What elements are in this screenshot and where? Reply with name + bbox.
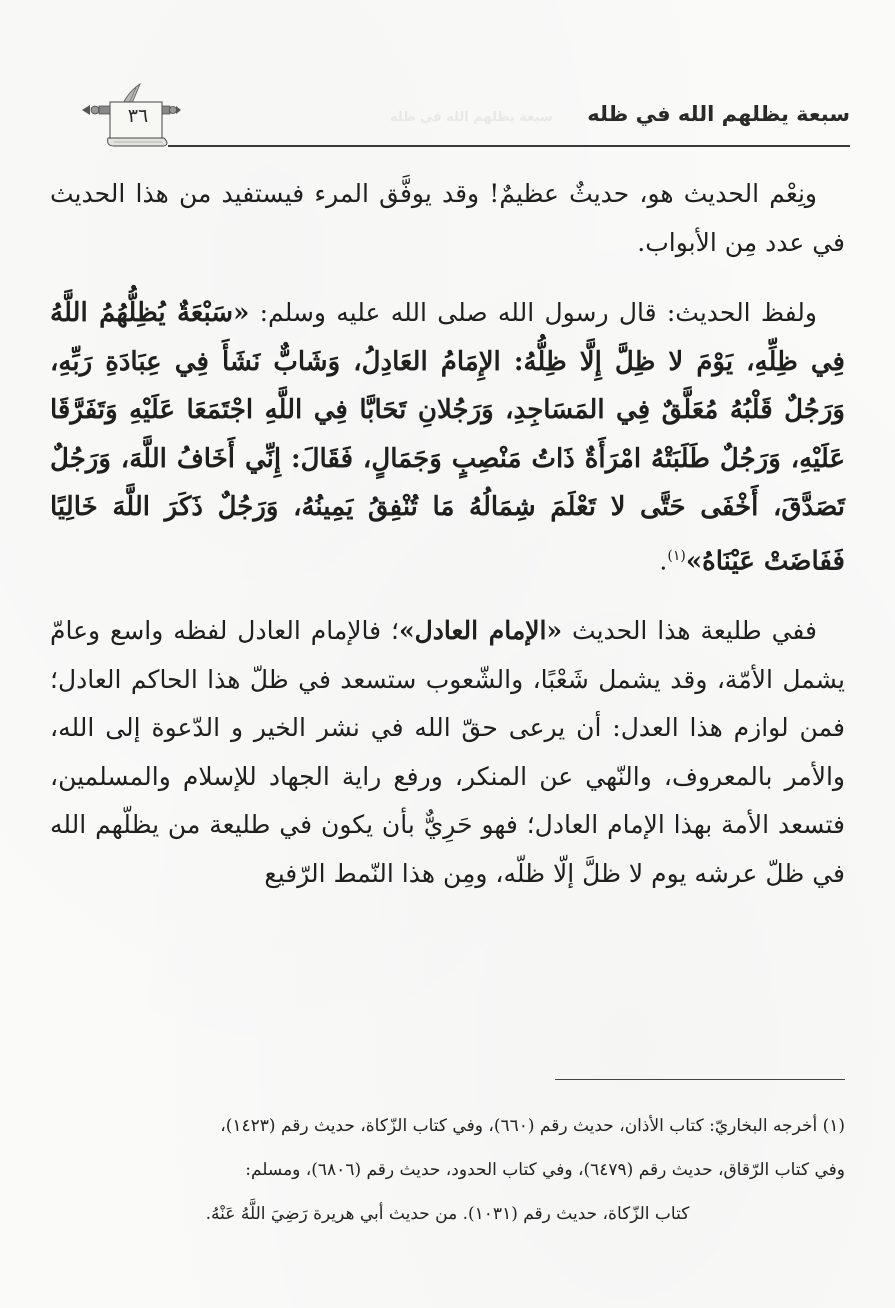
paragraph-commentary: [50, 607, 845, 898]
page-header: [60, 92, 850, 152]
running-title: سبعة يظلهم الله في ظله: [587, 102, 850, 126]
show-through-text: سبعة يظلهم الله في ظله: [390, 110, 553, 125]
footnote-1-line-3: كتاب الزّكاة، حديث رقم (١٠٣١). من حديث أبي هريرة رَضِيَ اللَّهُ عَنْهُ.: [205, 1204, 690, 1224]
footnote-separator: [555, 1079, 845, 1080]
commentary-highlight: «الإمام العادل»: [398, 616, 563, 646]
hadith-intro: ولفظ الحديث: قال رسول الله صلى الله عليه وسلم:: [249, 298, 817, 327]
paragraph-hadith: [50, 289, 845, 585]
footnote-1-line-2: وفي كتاب الرّقاق، حديث رقم (٦٤٧٩)، وفي كتاب الحدود، حديث رقم (٦٨٠٦)، ومسلم:: [245, 1160, 845, 1180]
paragraph-intro: ونِعْم الحديث هو، حديثٌ عظيمٌ! وقد يوفَّق المرء فيستفيد من هذا الحديث في عدد مِن الأبواب.: [50, 179, 845, 257]
commentary-before: ففي طليعة هذا الحديث: [562, 616, 818, 646]
footnotes: [50, 1104, 845, 1236]
page-number-ornament: [78, 80, 183, 152]
header-rule: [168, 145, 850, 147]
commentary-after: ؛ فالإمام العادل لفظه واسع وعامّ يشمل الأمّة، وقد يشمل شَعْبًا، والشّعوب ستسعد في ظلّ هذا الحاكم العادل؛ فمن لوازم هذا العدل: أن يرعى حقّ الله في نشر الخير و الدّعوة إلى الله، والأمر بالمعروف، والنّهي عن المنكر، ورفع راية الجهاد للإسلام والمسلمين، فتسعد الأمة بهذا الإمام العادل؛ فهو حَرِيٌّ بأن يكون في طليعة من يظلّهم الله في ظلّ عرشه يوم لا ظلَّ إلّا ظلّه، ومِن هذا النّمط الرّفيع: [50, 616, 845, 888]
main-text: [50, 170, 845, 898]
hadith-text: «سَبْعَةٌ يُظِلُّهُمُ اللَّهُ فِي ظِلِّهِ، يَوْمَ لا ظِلَّ إِلَّا ظِلُّهُ: الإِمَامُ العَادِلُ، وَشَابٌّ نَشَأَ فِي عِبَادَةِ رَبِّهِ، وَرَجُلٌ قَلْبُهُ مُعَلَّقٌ فِي المَسَاجِدِ، وَرَجُلانِ تَحَابَّا فِي اللَّهِ اجْتَمَعَا عَلَيْهِ وَتَفَرَّقَا عَلَيْهِ، وَرَجُلٌ طَلَبَتْهُ امْرَأَةٌ ذَاتُ مَنْصِبٍ وَجَمَالٍ، فَقَالَ: إِنِّي أَخَافُ اللَّهَ، وَرَجُلٌ تَصَدَّقَ، أَخْفَى حَتَّى لا تَعْلَمَ شِمَالُهُ مَا تُنْفِقُ يَمِينُهُ، وَرَجُلٌ ذَكَرَ اللَّهَ خَالِيًا فَفَاضَتْ عَيْنَاهُ»: [50, 298, 845, 576]
footnote-1-line-1: (١) أخرجه البخاريّ: كتاب الأذان، حديث رقم (٦٦٠)، وفي كتاب الزّكاة، حديث رقم (١٤٢٣)،: [220, 1116, 845, 1136]
hadith-end: .: [659, 545, 668, 575]
page-number: ٣٦: [127, 105, 149, 127]
footnote-ref-1[interactable]: (١): [667, 547, 686, 564]
